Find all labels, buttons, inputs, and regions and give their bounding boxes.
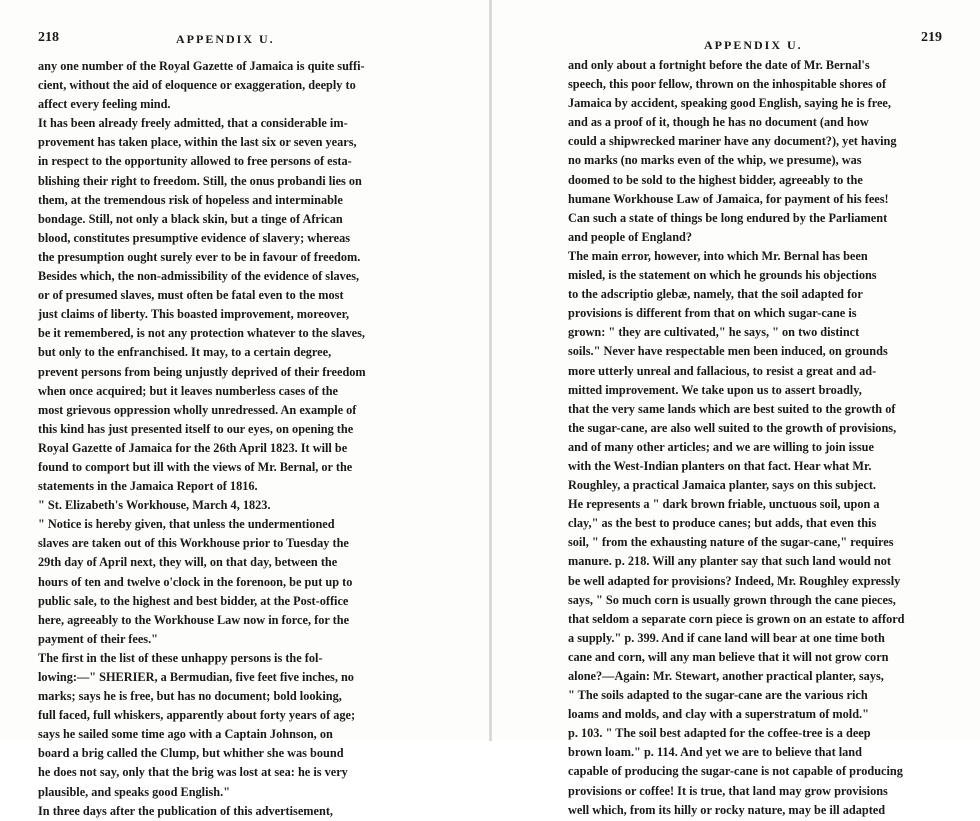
text-line: prevent persons from being unjustly deprived of their freedom — [38, 364, 366, 379]
text-line: soil, " from the exhausting nature of the sugar-cane," requires — [568, 535, 894, 550]
text-line: here, agreeably to the Workhouse Law now in force, for the — [38, 612, 350, 627]
text-line: Besides which, the non-admissibility of the evidence of slaves, — [38, 269, 360, 284]
text-line: blishing their right to freedom. Still, the onus probandi lies on — [38, 173, 362, 188]
text-line: but only to the enfranchised. It may, to a certain degree, — [38, 345, 332, 360]
book-gutter — [489, 0, 492, 741]
right-running-head — [568, 30, 942, 52]
text-line: brown loam." p. 114. And yet we are to believe that land — [568, 745, 862, 760]
text-line: public sale, to the highest and best bidder, at the Post-office — [38, 593, 349, 608]
text-line: full faced, full whiskers, apparently about forty years of age; — [38, 708, 356, 723]
text-line: capable of producing the sugar-cane is not capable of producing — [568, 764, 903, 779]
text-line: this kind has just presented itself to our eyes, on opening the — [38, 421, 354, 436]
text-line: marks; says he is free, but has no document; bold looking, — [38, 689, 342, 704]
text-line: clay," as the best to produce canes; but adds, that even this — [568, 516, 877, 531]
text-line: lowing:—" SHERIER, a Bermudian, five feet five inches, no — [38, 670, 354, 684]
text-line: hours of ten and twelve o'clock in the forenoon, be put up to — [38, 574, 353, 589]
text-line: provisions or coffee! It is true, that land may grow provisions — [568, 783, 888, 798]
text-line: Jamaica by accident, speaking good English, saying he is free, — [568, 96, 891, 111]
text-line: statements in the Jamaica Report of 1816. — [38, 479, 258, 494]
text-line: speech, this poor fellow, thrown on the inhospitable shores of — [568, 77, 887, 92]
left-running-head — [38, 30, 468, 52]
text-line: just claims of liberty. This boasted improvement, moreover, — [38, 307, 350, 322]
text-line: found to comport but ill with the views of Mr. Bernal, or the — [38, 459, 353, 474]
text-line: says, " So much corn is usually grown through the cane pieces, — [568, 592, 896, 607]
right-page — [568, 30, 942, 820]
right-running-head-title: APPENDIX U. — [704, 38, 803, 52]
left-page-number: 218 — [38, 30, 59, 45]
text-line: Can such a state of things be long endured by the Parliament — [568, 210, 888, 225]
text-line: be well adapted for provisions? Indeed, Mr. Roughley expressly — [568, 573, 901, 588]
text-line: p. 103. " The soil best adapted for the coffee-tree is a deep — [568, 726, 871, 741]
text-line: or of presumed slaves, must often be fatal even to the most — [38, 288, 344, 303]
text-line: Roughley, a practical Jamaica planter, says on this subject. — [568, 478, 876, 493]
text-line: soils." Never have respectable men been induced, on grounds — [568, 344, 888, 359]
text-line: grown: " they are cultivated," he says, " on two distinct — [568, 325, 860, 340]
text-line: he does not say, only that the brig was lost at sea: he is very — [38, 765, 348, 780]
text-line: 29th day of April next, they will, on that day, between the — [38, 555, 338, 570]
text-line: affect every feeling mind. — [38, 97, 171, 112]
text-line: board a brig called the Clump, but whither she was bound — [38, 746, 344, 761]
text-line: alone?—Again: Mr. Stewart, another practical planter, says, — [568, 669, 884, 683]
text-line: In three days after the publication of this advertisement, — [38, 803, 333, 818]
text-line: It has been already freely admitted, that a considerable im- — [38, 116, 348, 131]
text-line: the sugar-cane, are also well suited to the growth of provisions, — [568, 420, 897, 435]
text-line: " St. Elizabeth's Workhouse, March 4, 1823. — [38, 498, 271, 513]
text-line: with the West-Indian planters on that fact. Hear what Mr. — [568, 458, 872, 473]
text-line: says he sailed some time ago with a Captain Johnson, on — [38, 727, 333, 742]
text-line: more utterly unreal and fallacious, to resist a great and ad- — [568, 363, 877, 378]
text-line: and of many other articles; and we are willing to join issue — [568, 439, 874, 454]
text-line: payment of their fees." — [38, 631, 158, 646]
text-line: could a shipwrecked mariner have any document?), yet having — [568, 134, 897, 149]
text-line: Royal Gazette of Jamaica for the 26th April 1823. It will be — [38, 440, 348, 455]
text-line: that the very same lands which are best suited to the growth of — [568, 401, 896, 416]
text-line: a supply." p. 399. And if cane land will bear at one time both — [568, 630, 885, 645]
text-line: when once acquired; but it leaves numberless cases of the — [38, 383, 339, 398]
text-line: mitted improvement. We take upon us to assert broadly, — [568, 382, 862, 397]
text-line: well which, from its hilly or rocky nature, may be ill adapted — [568, 802, 886, 817]
left-page-body — [38, 57, 418, 821]
text-line: loams and molds, and clay with a superstratum of mold." — [568, 707, 869, 722]
text-line: the presumption ought surely ever to be in favour of freedom. — [38, 249, 361, 264]
text-line: and people of England? — [568, 229, 693, 244]
text-line: misled, is the statement on which he grounds his objections — [568, 268, 877, 283]
text-line: provisions is different from that on which sugar-cane is — [568, 306, 857, 321]
text-line: plausible, and speaks good English." — [38, 784, 231, 799]
text-line: cane and corn, will any man believe that it will not grow corn — [568, 649, 889, 664]
text-line: and only about a fortnight before the date of Mr. Bernal's — [568, 58, 870, 72]
text-line: no marks (no marks even of the whip, we presume), was — [568, 153, 862, 168]
text-line: " Notice is hereby given, that unless the undermentioned — [38, 517, 335, 532]
text-line: them, at the tremendous risk of hopeless and interminable — [38, 192, 343, 207]
text-line: to the adscriptio glebæ, namely, that the soil adapted for — [568, 287, 863, 302]
text-line: any one number of the Royal Gazette of Jamaica is quite suffi- — [38, 59, 365, 73]
text-line: " The soils adapted to the sugar-cane are the various rich — [568, 688, 868, 703]
text-line: manure. p. 218. Will any planter say that such land would not — [568, 554, 891, 569]
text-line: in respect to the opportunity allowed to free persons of esta- — [38, 154, 352, 169]
right-page-number: 219 — [921, 30, 942, 45]
text-line: blood, constitutes presumptive evidence of slavery; whereas — [38, 230, 351, 245]
right-page-body — [568, 56, 942, 820]
text-line: He represents a " dark brown friable, unctuous soil, upon a — [568, 497, 880, 512]
text-line: be it remembered, is not any protection whatever to the slaves, — [38, 326, 365, 341]
text-line: doomed to be sold to the highest bidder, agreeably to the — [568, 172, 863, 187]
text-line: The first in the list of these unhappy persons is the fol- — [38, 650, 323, 665]
text-line: The main error, however, into which Mr. Bernal has been — [568, 248, 868, 263]
text-line: provement has taken place, within the last six or seven years, — [38, 135, 357, 150]
text-line: most grievous oppression wholly unredressed. An example of — [38, 402, 357, 417]
text-line: that seldom a separate corn piece is grown on an estate to afford — [568, 611, 905, 626]
text-line: cient, without the aid of eloquence or exaggeration, deeply to — [38, 78, 356, 93]
text-line: and as a proof of it, though he has no document (and how — [568, 115, 869, 130]
text-line: bondage. Still, not only a black skin, but a tinge of African — [38, 211, 343, 226]
text-line: humane Workhouse Law of Jamaica, for payment of his fees! — [568, 191, 889, 206]
text-line: slaves are taken out of this Workhouse prior to Tuesday the — [38, 536, 349, 551]
left-page — [38, 30, 468, 821]
left-running-head-title: APPENDIX U. — [176, 32, 275, 46]
